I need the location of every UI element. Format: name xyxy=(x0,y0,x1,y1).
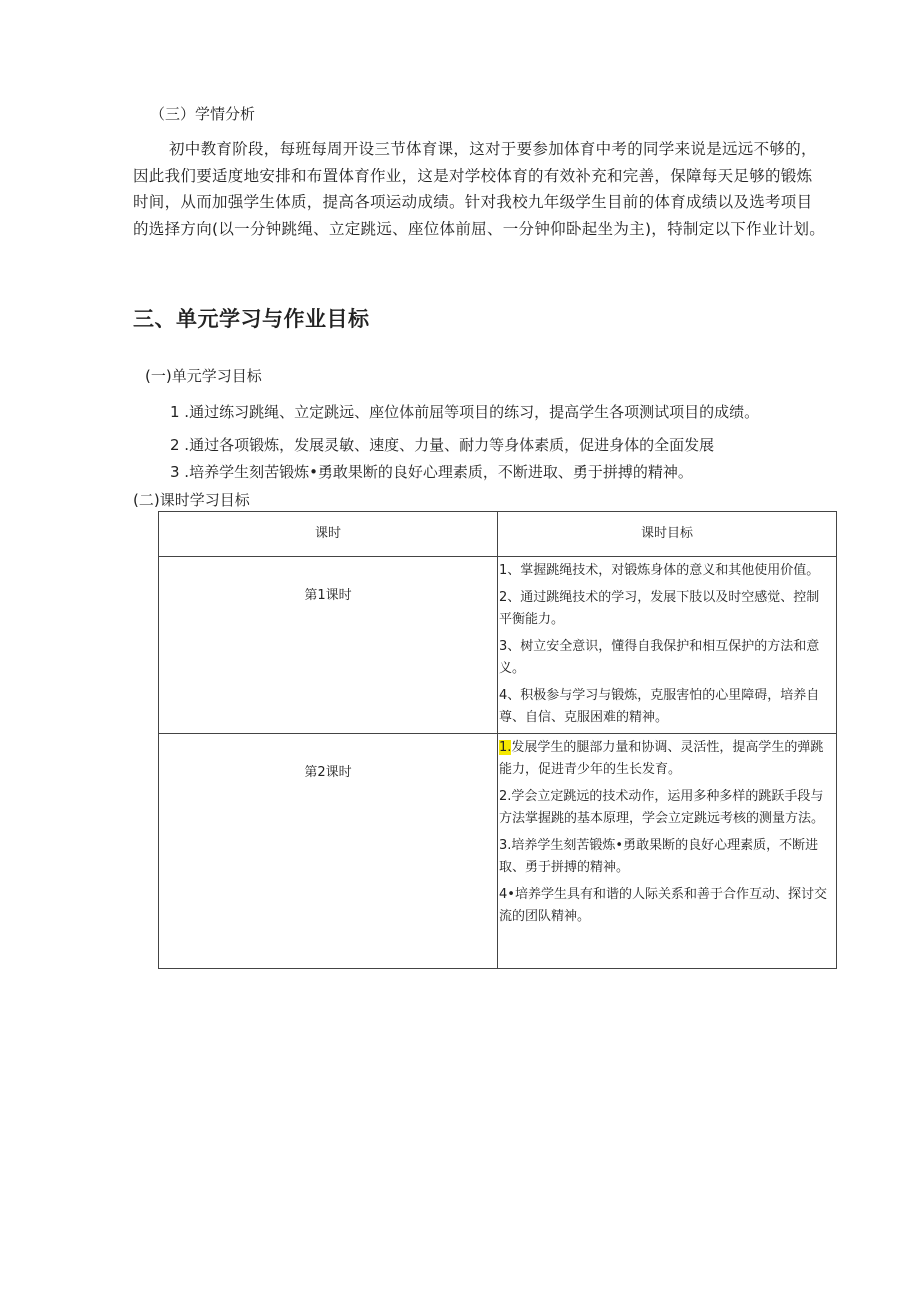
lesson-cell xyxy=(159,734,498,969)
section-heading-goals: 三、单元学习与作业目标 xyxy=(133,307,370,331)
table-row xyxy=(159,734,837,969)
goal-item: 4•培养学生具有和谐的人际关系和善于合作互动、探讨交流的团队精神。 xyxy=(499,887,827,924)
goal-item: 3.培养学生刻苦锻炼•勇敢果断的良好心理素质，不断进取、勇于拼搏的精神。 xyxy=(499,838,819,875)
goal-item: 2.学会立定跳远的技术动作，运用多种多样的跳跃手段与方法掌握跳的基本原理，学会立定跳远考核的测量方法。 xyxy=(499,789,825,826)
goals-cell xyxy=(498,734,837,969)
unit-goals-title: (一)单元学习目标 xyxy=(145,367,262,385)
goals-cell xyxy=(498,557,837,734)
section-title-learning-analysis: （三）学情分析 xyxy=(150,105,256,123)
goal-item-text: 发展学生的腿部力量和协调、灵活性，提高学生的弹跳能力，促进青少年的生长发育。 xyxy=(499,740,824,777)
highlight-marker: 1. xyxy=(499,740,512,755)
unit-goal-item: 3 .培养学生刻苦锻炼•勇敢果断的良好心理素质，不断进取、勇于拼搏的精神。 xyxy=(170,463,693,481)
table-row xyxy=(159,557,837,734)
goal-item: 2、通过跳绳技术的学习，发展下肢以及时空感觉、控制平衡能力。 xyxy=(499,590,820,627)
goal-item: 1、掌握跳绳技术，对锻炼身体的意义和其他使用价值。 xyxy=(499,563,820,578)
unit-goal-item: 2 .通过各项锻炼，发展灵敏、速度、力量、耐力等身体素质，促进身体的全面发展 xyxy=(170,436,715,454)
lesson-label: 第1课时 xyxy=(304,588,352,603)
lesson-label: 第2课时 xyxy=(304,765,352,780)
paragraph-line: 时间，从而加强学生体质，提高各项运动成绩。针对我校九年级学生目前的体育成绩以及选考项目 xyxy=(133,193,813,211)
paragraph-line: 初中教育阶段，每班每周开设三节体育课，这对于要参加体育中考的同学来说是远远不够的， xyxy=(169,140,817,158)
header-lesson-goal: 课时目标 xyxy=(498,512,837,557)
learning-analysis-paragraph xyxy=(133,136,878,242)
paragraph-line: 的选择方向(以一分钟跳绳、立定跳远、座位体前屈、一分钟仰卧起坐为主)，特制定以下作业计划。 xyxy=(133,219,826,238)
header-lesson: 课时 xyxy=(159,512,498,557)
goal-item: 4、积极参与学习与锻炼，克服害怕的心里障碍，培养自尊、自信、克服困难的精神。 xyxy=(499,688,820,725)
goal-item: 3、树立安全意识，懂得自我保护和相互保护的方法和意义。 xyxy=(499,639,820,676)
paragraph-line: 因此我们要适度地安排和布置体育作业，这是对学校体育的有效补充和完善，保障每天足够的锻炼 xyxy=(133,166,813,185)
goal-item xyxy=(498,734,836,783)
lesson-goals-table xyxy=(158,511,837,969)
unit-goal-item: 1 .通过练习跳绳、立定跳远、座位体前屈等项目的练习，提高学生各项测试项目的成绩。 xyxy=(170,403,760,421)
lesson-goals-title: (二)课时学习目标 xyxy=(133,491,250,509)
lesson-cell xyxy=(159,557,498,734)
table-header-row xyxy=(159,512,837,557)
